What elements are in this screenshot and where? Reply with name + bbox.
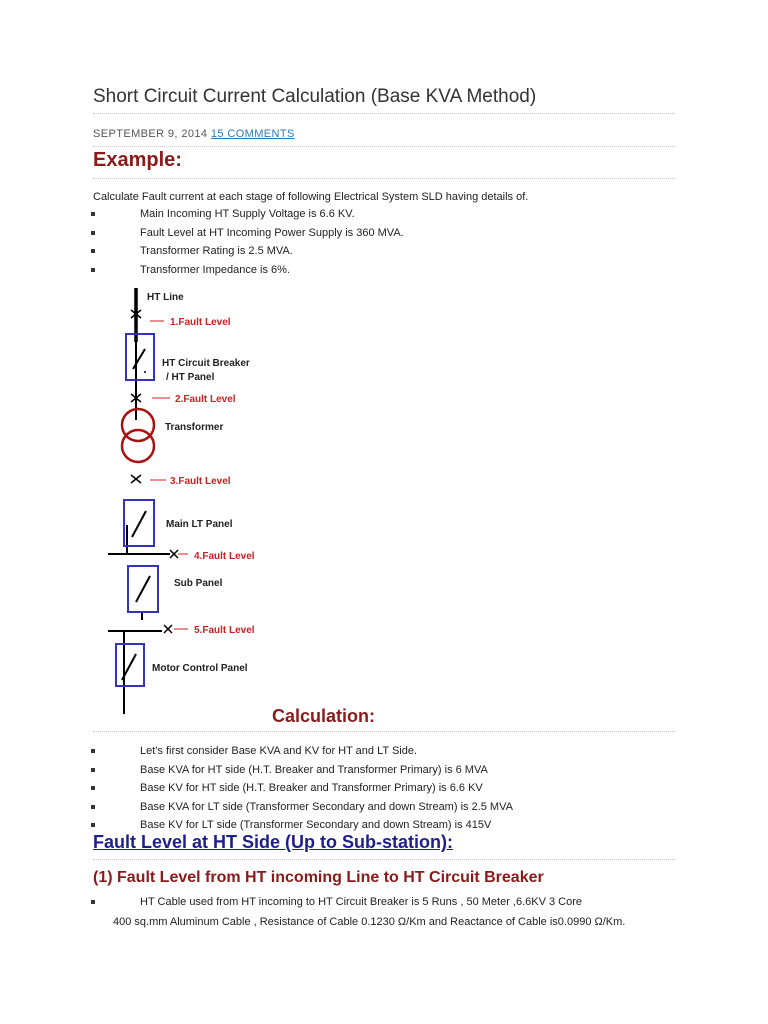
- single-line-diagram: [100, 282, 300, 722]
- divider: [93, 178, 675, 179]
- example-list: [0, 205, 404, 279]
- fault-level-4: [108, 550, 255, 562]
- fault-level-3: [131, 475, 231, 487]
- list-item: Base KVA for HT side (H.T. Breaker and Transformer Primary) is 6 MVA: [0, 761, 513, 780]
- fault-subheading: (1) Fault Level from HT incoming Line to HT Circuit Breaker: [93, 869, 544, 886]
- svg-text:Main LT Panel: Main LT Panel: [166, 519, 233, 530]
- post-date: SEPTEMBER 9, 2014: [93, 128, 208, 140]
- svg-text:Transformer: Transformer: [165, 422, 224, 433]
- svg-text:4.Fault Level: 4.Fault Level: [194, 551, 255, 562]
- page-title: Short Circuit Current Calculation (Base KVA Method): [93, 86, 537, 107]
- ht-circuit-breaker: [126, 334, 154, 380]
- list-item: Main Incoming HT Supply Voltage is 6.6 KV.: [0, 205, 404, 224]
- list-item: Transformer Rating is 2.5 MVA.: [0, 242, 404, 261]
- svg-text:1.Fault Level: 1.Fault Level: [170, 317, 231, 328]
- list-item: Base KVA for LT side (Transformer Secondary and down Stream) is 2.5 MVA: [0, 798, 513, 817]
- svg-text:3.Fault Level: 3.Fault Level: [170, 476, 231, 487]
- svg-text:5.Fault Level: 5.Fault Level: [194, 625, 255, 636]
- list-item: Fault Level at HT Incoming Power Supply is 360 MVA.: [0, 224, 404, 243]
- post-meta: [93, 128, 295, 140]
- list-item: Base KV for HT side (H.T. Breaker and Transformer Primary) is 6.6 KV: [0, 779, 513, 798]
- fault-level-1: [131, 310, 231, 328]
- divider: [93, 113, 675, 114]
- fault-level-2: [131, 394, 236, 405]
- main-lt-panel: [124, 500, 154, 546]
- divider: [93, 731, 675, 732]
- cable-details: 400 sq.mm Aluminum Cable , Resistance of Cable 0.1230 Ω/Km and Reactance of Cable is0.0990 Ω/Km.: [113, 916, 626, 928]
- fault-level-heading: Fault Level at HT Side (Up to Sub-station):: [93, 832, 453, 852]
- comments-link[interactable]: 15 COMMENTS: [210, 128, 295, 140]
- fault-list: [0, 893, 582, 912]
- list-item: Transformer Impedance is 6%.: [0, 261, 404, 280]
- svg-text:HT Circuit Breaker: HT Circuit Breaker: [162, 358, 250, 369]
- svg-text:Motor Control Panel: Motor Control Panel: [152, 663, 248, 674]
- sub-panel: [128, 566, 158, 612]
- list-item: HT Cable used from HT incoming to HT Circuit Breaker is 5 Runs , 50 Meter ,6.6KV 3 Core: [0, 893, 582, 912]
- svg-text:HT Line: HT Line: [147, 292, 184, 303]
- calculation-list: [0, 742, 513, 835]
- svg-text:Sub Panel: Sub Panel: [174, 578, 223, 589]
- example-heading: Example:: [93, 149, 182, 171]
- example-intro: Calculate Fault current at each stage of following Electrical System SLD having details of.: [93, 191, 529, 203]
- svg-text:/ HT Panel: / HT Panel: [166, 372, 215, 383]
- calculation-heading: Calculation:: [272, 706, 376, 726]
- svg-text:2.Fault Level: 2.Fault Level: [175, 394, 236, 405]
- divider: [93, 146, 675, 147]
- fault-level-5: [108, 625, 255, 636]
- list-item: Let's first consider Base KVA and KV for HT and LT Side.: [0, 742, 513, 761]
- divider: [93, 859, 675, 860]
- transformer-symbol: [122, 409, 154, 462]
- motor-control-panel: [116, 644, 144, 686]
- list-item: Base KV for LT side (Transformer Secondary and down Stream) is 415V: [0, 816, 513, 835]
